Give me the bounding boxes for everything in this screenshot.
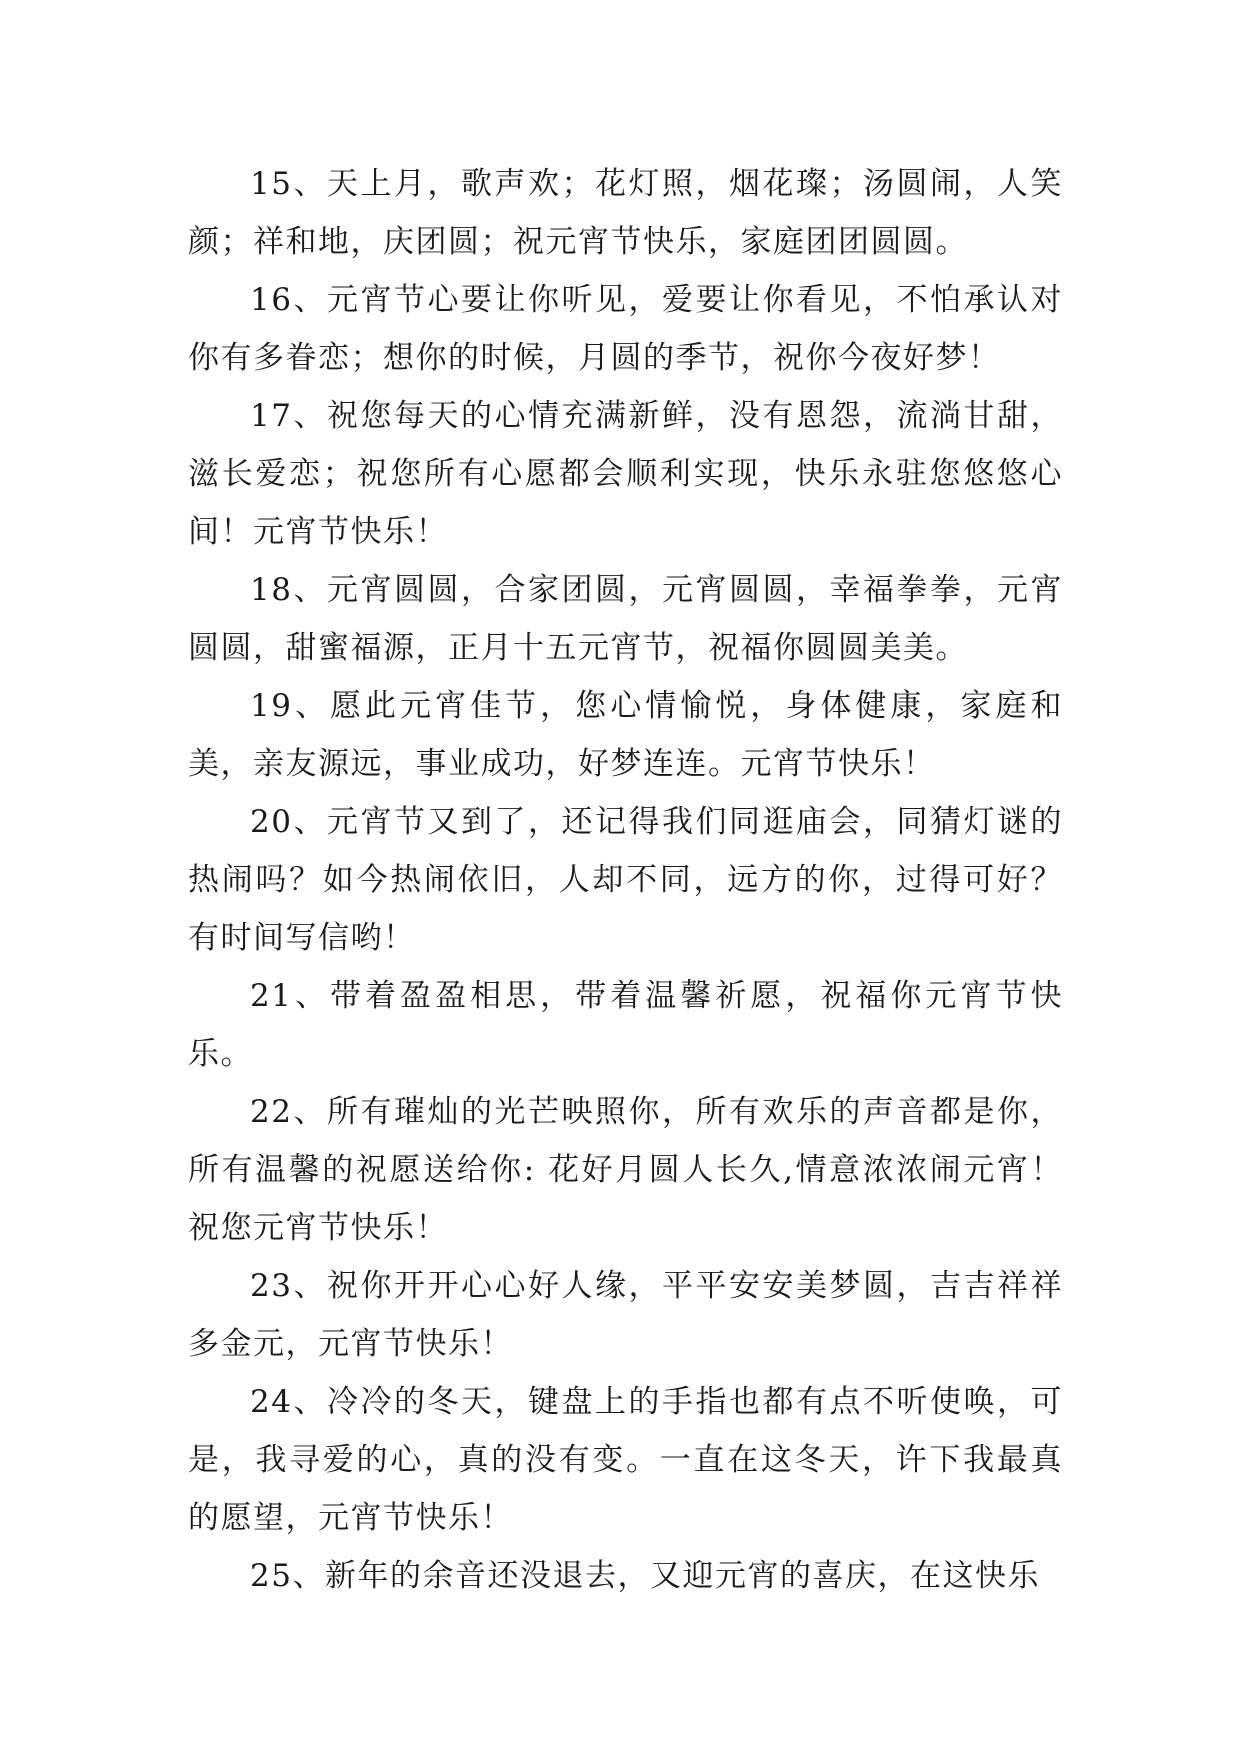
paragraph-18: 18、元宵圆圆，合家团圆，元宵圆圆，幸福拳拳，元宵圆圆，甜蜜福源，正月十五元宵节，祝福你圆圆美美。 [188,572,1063,666]
paragraph-19: 19、愿此元宵佳节，您心情愉悦，身体健康，家庭和美，亲友源远，事业成功，好梦连连。元宵节快乐！ [188,688,1063,782]
paragraph-20: 20、元宵节又到了，还记得我们同逛庙会，同猜灯谜的热闹吗？如今热闹依旧，人却不同，远方的你，过得可好？有时间写信哟！ [188,804,1063,956]
paragraph-17: 17、祝您每天的心情充满新鲜，没有恩怨，流淌甘甜，滋长爱恋；祝您所有心愿都会顺利实现，快乐永驻您悠悠心间！元宵节快乐！ [188,398,1063,550]
paragraph-24: 24、冷冷的冬天，键盘上的手指也都有点不听使唤，可是，我寻爱的心，真的没有变。一直在这冬天，许下我最真的愿望，元宵节快乐！ [188,1384,1063,1536]
document-body [188,155,1063,1605]
paragraph-15: 15、天上月，歌声欢；花灯照，烟花璨；汤圆闹，人笑颜；祥和地，庆团圆；祝元宵节快乐，家庭团团圆圆。 [188,166,1063,260]
paragraph-25: 25、新年的余音还没退去，又迎元宵的喜庆，在这快乐 [250,1558,1040,1594]
paragraph-23: 23、祝你开开心心好人缘，平平安安美梦圆，吉吉祥祥多金元，元宵节快乐！ [188,1268,1063,1362]
paragraph-22: 22、所有璀灿的光芒映照你，所有欢乐的声音都是你，所有温馨的祝愿送给你: 花好月圆人长久,情意浓浓闹元宵！祝您元宵节快乐！ [188,1094,1063,1246]
paragraph-16: 16、元宵节心要让你听见，爱要让你看见，不怕承认对你有多眷恋；想你的时候，月圆的季节，祝你今夜好梦！ [188,282,1063,376]
paragraph-21: 21、带着盈盈相思，带着温馨祈愿，祝福你元宵节快乐。 [188,978,1063,1072]
